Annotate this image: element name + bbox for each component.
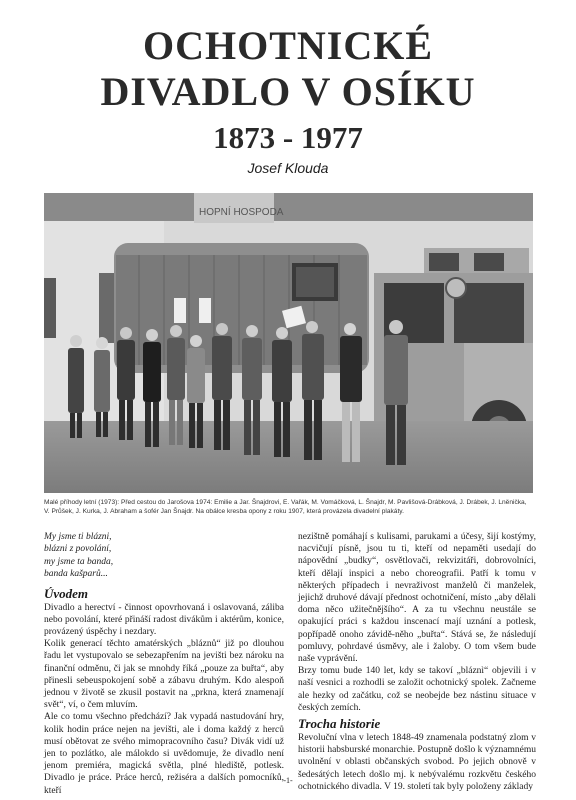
article-column-right bbox=[298, 531, 536, 793]
section-heading-uvodem: Úvodem bbox=[44, 585, 89, 601]
paragraph: nezištně pomáhají s kulisami, parukami a účesy, šijí kostýmy, nacvičují písně, jsou tu ti, kteří od nepaměti usedají do nápovědní „budky“, osvětlovači, rekvizitáři, dobrovolníci, kteří dělají inspici a nebo choreografii. Patří k tomu v některých případech i nevraživost manželů či manželek, jejichž druhové dávají přednost ochotničení, místo „aby dělali doma něco užitečnějšího“. A za tu všechnu neustále se opakující práci s každou inscenací mají uznání a potlesk, popřípadě onoho závidě-něho „buřta“. Stává se, že následují pomluvy, pohrdavé úsměvy, ale i žaloby. O tom všem bude naše vyprávění. bbox=[298, 532, 536, 665]
article-years: 1873 - 1977 bbox=[213, 120, 363, 155]
poem-line: My jsme ti blázni, bbox=[44, 532, 112, 542]
poem-line: banda kašparů... bbox=[44, 569, 108, 580]
poem bbox=[44, 531, 284, 581]
article-column-left bbox=[44, 531, 284, 797]
building-sign: HOPNÍ HOSPODA bbox=[199, 207, 284, 218]
paragraph: Divadlo a herectví - činnost opovrhovaná i oslavovaná, záliba nebo povolání, které přináší radost divákům i aktérům, konice, provázený úspěchy i nezdary. bbox=[44, 602, 284, 638]
poem-line: my jsme ta banda, bbox=[44, 556, 114, 567]
article-title-line-1: OCHOTNICKÉ bbox=[142, 23, 434, 68]
paragraph: Revoluční vlna v letech 1848-49 znamenala podstatný zlom v historii habsburské monarchie. Postupně došlo k významnému uvolnění v oblasti občanských svobod. Po jejich obnově v šedesátých letech došlo mj. k nebývalému rozkvětu českého ochotnického divadla. V 19. století tak byly položeny základy bbox=[298, 733, 536, 792]
page-number: -1- bbox=[283, 776, 293, 785]
photo-caption: Malé příhody letní (1973): Před cestou do Jarošova 1974: Emilie a Jar. Šnajdrovi, E. Vařák, M. Vomáčková, L. Šnajdr, M. Pavlišová-Drábková, J. Drábek, J. Lněnička, V. Průšek, J. Kurka, J. Abraham a šofér Jan Šnajdr. Na obálce kresba opony z roku 1907, která provázela divadelní plakáty. bbox=[44, 499, 527, 515]
poem-line: blázni z povolání, bbox=[44, 544, 112, 555]
section-heading-trocha-historie: Trocha historie bbox=[298, 716, 381, 732]
article-title-line-2: DIVADLO V OSÍKU bbox=[100, 69, 476, 114]
paragraph: Ale co tomu všechno předchází? Jak vypadá nastudování hry, kolik hodin práce nejen na jevišti, ale i doma každý z herců musí obětovat ze svého mimopracovního času? Divák vidí už jen to pozlátko, ale málokdo si uvědomuje, že divadlo není jenom premiéra, magická světla, plné hlediště, potlesk. Divadlo je práce. Práce herců, režiséra a dalších pomocníků, kteří bbox=[44, 712, 284, 796]
paragraph: Brzy tomu bude 140 let, kdy se takoví „bláznì“ objevili i v naší vesnici a rozhodli se založit ochotnický spolek. Začneme ale hezky od začátku, což se neobejde bez nástinu situace v českých zemích. bbox=[298, 666, 536, 713]
author-name: Josef Klouda bbox=[247, 160, 329, 176]
paragraph: Kolik generací těchto amatérských „bláznů“ již po dlouhou řadu let vystupovalo se sebezapřením na jevišti bez nároku na finanční odměnu, či jak se mnohdy říká „pouze za buřta“, aby přinesli sebeuspokojení sobě a zábavu druhým. Kdo alespoň jednou v životě se zkusil postavit na „prkna, která znamenají svět“, ví, o čem mluvím. bbox=[44, 639, 284, 711]
group-photo bbox=[44, 193, 533, 493]
